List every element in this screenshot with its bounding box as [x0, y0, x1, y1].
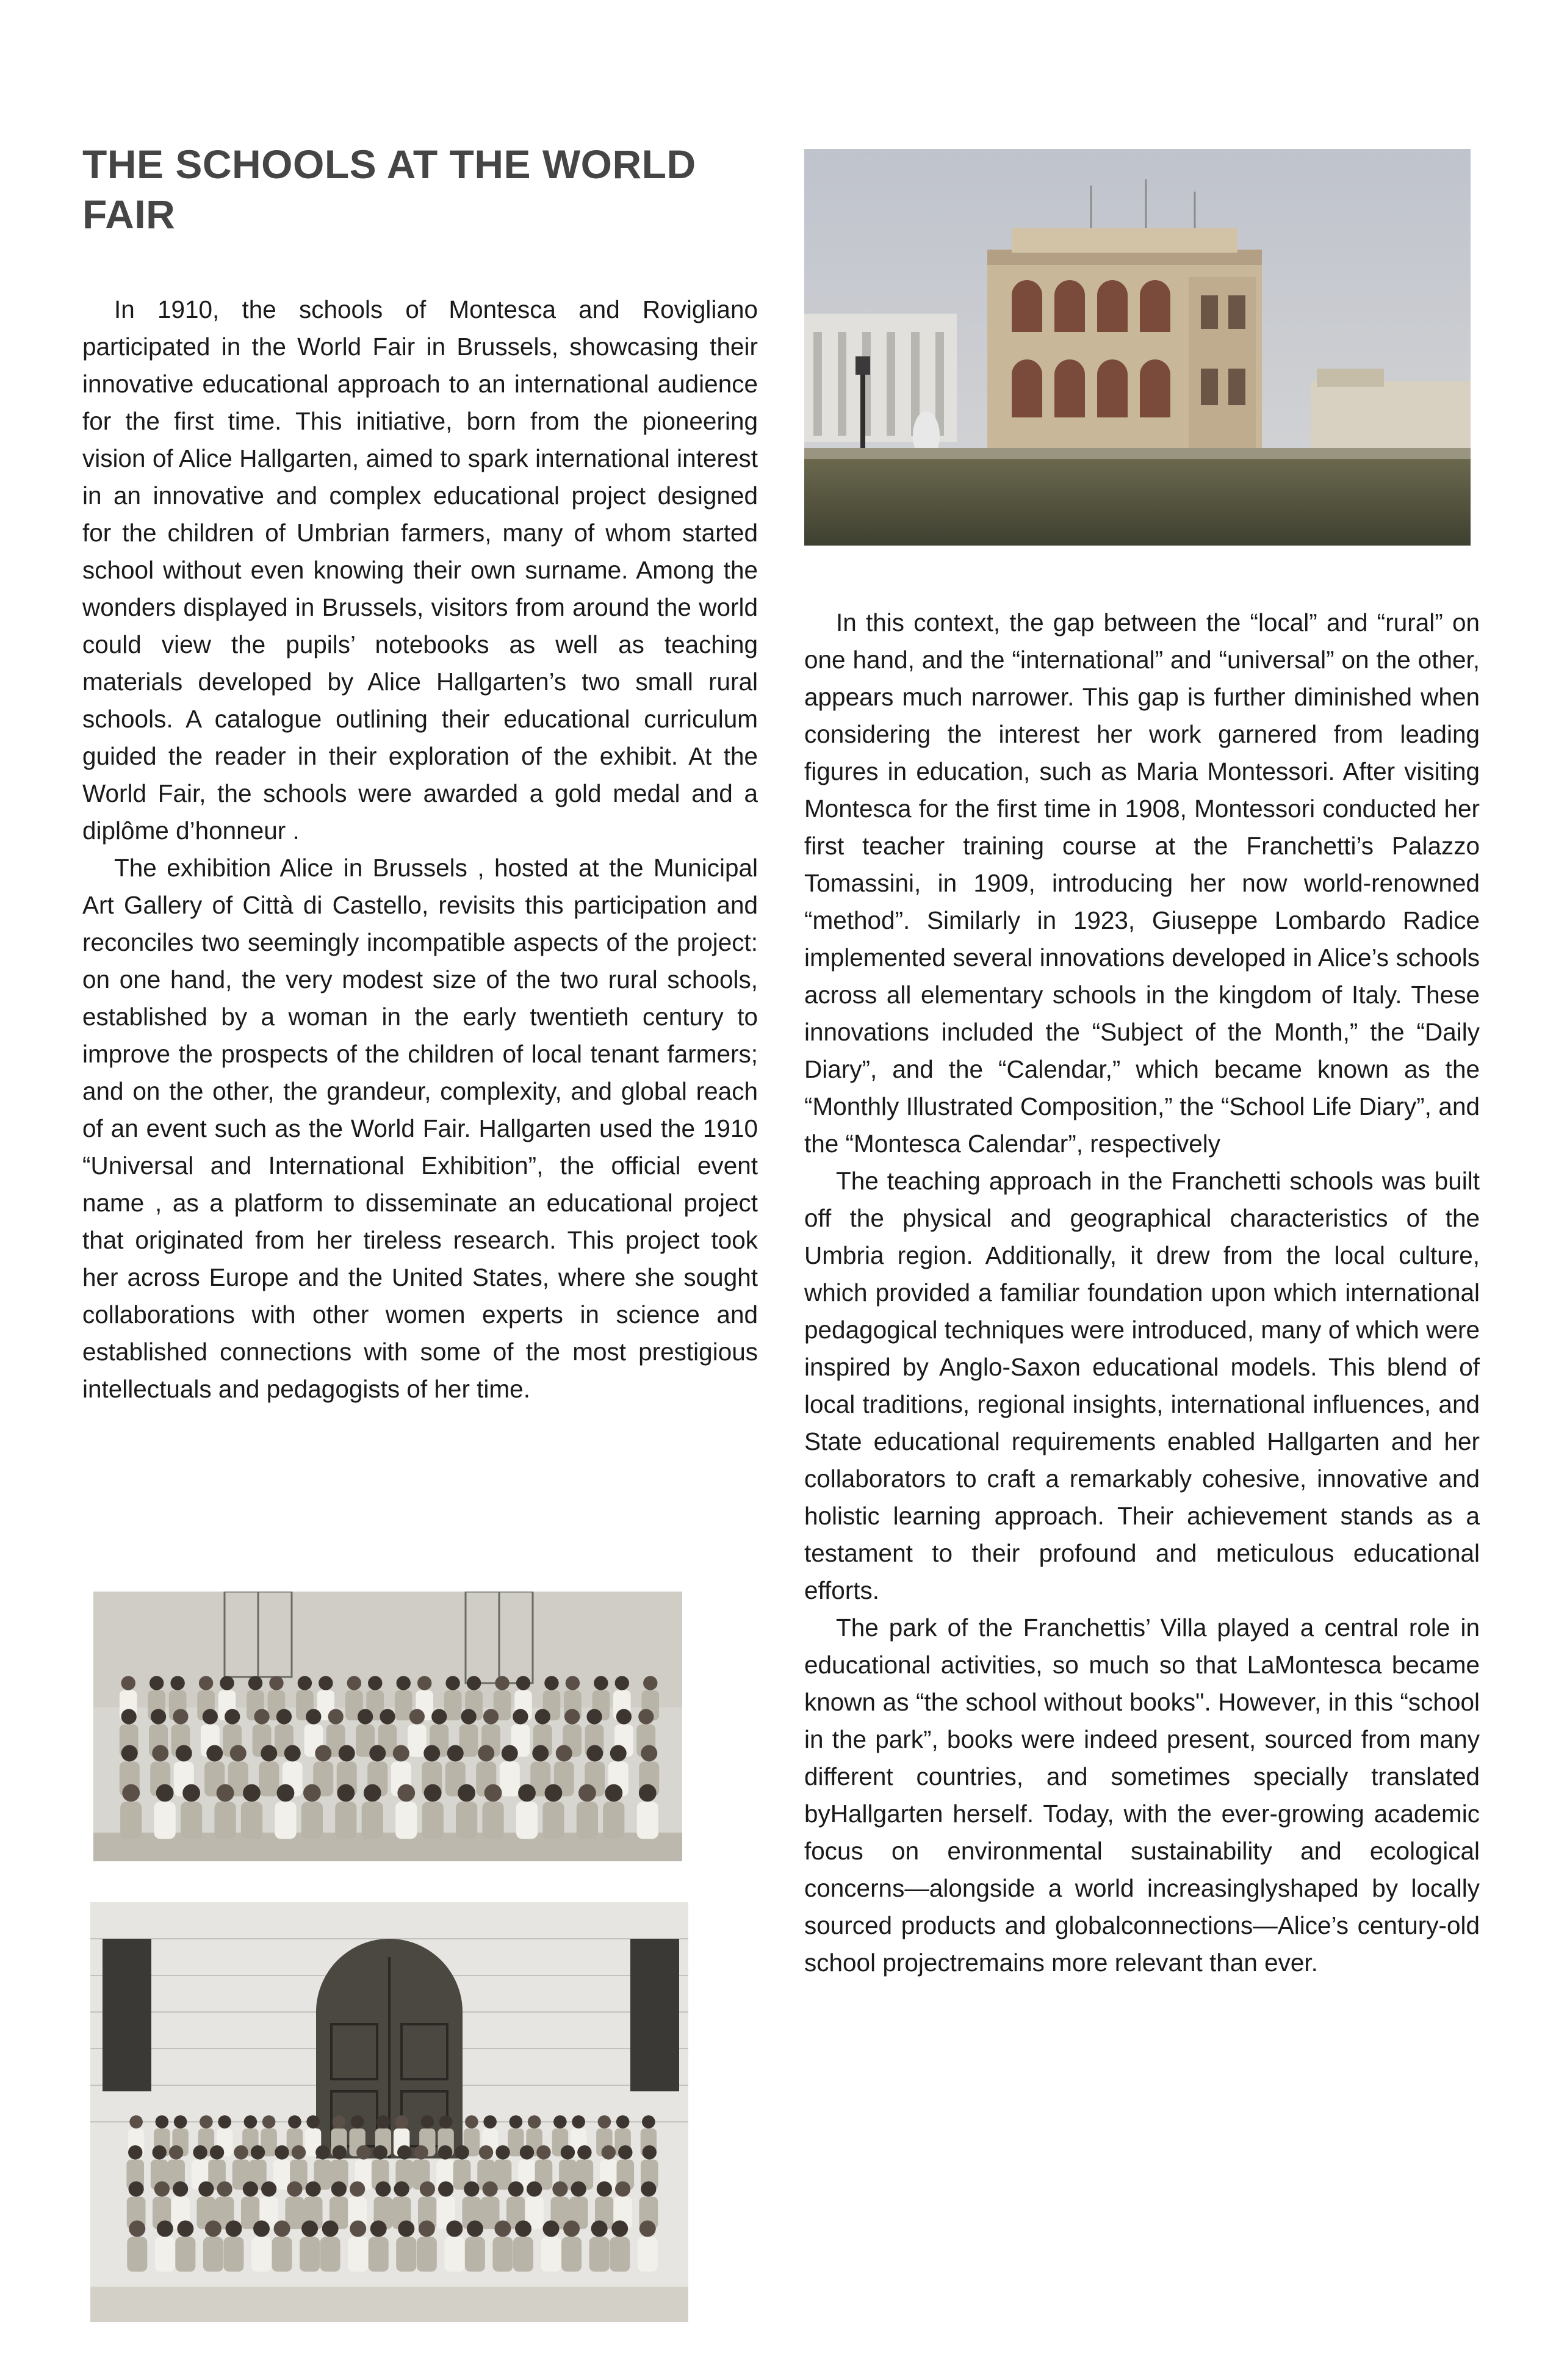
child-figure-head [438, 2181, 453, 2196]
child-figure-head [545, 1784, 563, 1802]
child-figure-body [275, 1801, 296, 1839]
child-figure-head [618, 2145, 632, 2159]
child-figure-body [542, 1801, 564, 1839]
child-figure-head [458, 1784, 475, 1802]
paragraph-exhibition: The exhibition Alice in Brussels , hosted at the Municipal Art Gallery of Città di Castello, revisits this participation and reconciles two seemingly incompatible aspects of the project: on one hand, the very modest size of the two rural schools, established by a woman in the early twentieth century to improve the prospects of the children of local tenant farmers; and on the other, the grandeur, complexity, and global reach of an event such as the World Fair. Hallgarten used the 1910 “Universal and International Exhibition”, the official event name , as a platform to disseminate an educational project that originated from her tireless research. This project took her across Europe and the United States, where she sought collaborations with other women experts in science and established connections with some of the most prestigious intellectuals and pedagogists of her time. [82, 854, 758, 1403]
child-figure-head [643, 1676, 657, 1690]
child-figure-body [561, 2237, 582, 2272]
child-figure-head [516, 1676, 530, 1690]
child-figure-head [520, 2145, 534, 2159]
child-figure-head [616, 2115, 630, 2129]
child-figure-head [578, 1784, 596, 1802]
child-figure-head [182, 1784, 200, 1802]
child-figure-head [261, 2181, 276, 2196]
child-figure-body [637, 1801, 658, 1839]
child-figure-head [421, 2115, 434, 2129]
child-figure-head [445, 1676, 459, 1690]
child-figure-head [420, 2181, 435, 2196]
child-figure-body [417, 2237, 437, 2272]
child-figure-head [129, 2181, 144, 2196]
child-figure-head [243, 1784, 261, 1802]
child-figure-head [572, 2115, 585, 2129]
child-figure-head [154, 2181, 170, 2196]
child-figure-body [589, 2237, 610, 2272]
child-figure-head [128, 2145, 142, 2159]
child-figure-head [177, 2221, 193, 2237]
child-figure-head [375, 2181, 391, 2196]
paragraph-park: The park of the Franchettis’ Villa played a central role in educational activities, so much so that LaMontesca became known as “the school without books". However, in this “school in the park”, books were indeed present, sourced from many different countries, and sometimes specially translated byHallgarten herself. Today, with the ever-growing academic focus on environmental sustainability and ecological concerns—alongside a world increasinglyshaped by locally sourced products and globalconnections—Alice’s century-old school projectremains more relevant than ever. [804, 1614, 1480, 1977]
child-figure-head [461, 1709, 477, 1724]
child-figure-body [603, 1801, 624, 1839]
child-figure-head [528, 2115, 541, 2129]
child-figure-head [319, 1676, 333, 1690]
paragraph-context: In this context, the gap between the “local” and “rural” on one hand, and the “international” and “universal” on the other, appears much narrower. This gap is further diminished when considering the interest her work garnered from leading figures in education, such as Maria Montessori. After visiting Montesca for the first time in 1908, Montessori conducted her first teacher training course at the Franchetti’s Palazzo Tomassini, in 1909, introducing her now world-renowned “method”. Similarly in 1923, Giuseppe Lombardo Radice implemented several innovations developed in Alice’s schools across all elementary schools in the kingdom of Italy. These innovations included the “Subject of the Month,” the “Daily Diary”, and the “Calendar,” which became known as the “Monthly Illustrated Composition,” the “School Life Diary”, and the “Montesca Calendar”, respectively [804, 608, 1480, 1158]
doorway-group-photo [90, 1902, 688, 2322]
child-figure-head [173, 1709, 188, 1724]
child-figure-head [315, 2145, 330, 2159]
pavilion-photo [804, 149, 1471, 546]
child-figure-head [274, 2221, 290, 2237]
child-figure-head [225, 2221, 242, 2237]
child-figure-head [193, 2145, 207, 2159]
child-figure-head [553, 2115, 567, 2129]
child-figure-head [234, 2145, 248, 2159]
page-title: THE SCHOOLS AT THE WORLD FAIR [82, 142, 696, 237]
child-figure-body [155, 2237, 175, 2272]
child-figure-head [642, 2115, 655, 2129]
child-figure-head [262, 2115, 276, 2129]
child-figure-head [206, 1745, 223, 1762]
child-figure-body [154, 1801, 176, 1839]
child-figure-head [438, 2145, 452, 2159]
child-figure-body [259, 1762, 279, 1797]
child-figure-body [214, 1801, 236, 1839]
child-figure-head [591, 2221, 608, 2237]
child-figure-head [641, 1745, 657, 1762]
child-figure-body [251, 2237, 272, 2272]
child-figure-head [610, 1745, 627, 1762]
child-figure-head [284, 1745, 301, 1762]
child-figure-head [303, 1784, 321, 1802]
child-figure-head [502, 1745, 518, 1762]
child-figure-body [127, 2237, 147, 2272]
child-figure-head [397, 1784, 415, 1802]
child-figure-head [337, 1784, 355, 1802]
child-figure-head [563, 2221, 580, 2237]
child-figure-head [419, 2221, 435, 2237]
child-figure-body [610, 2237, 630, 2272]
left-text-column [82, 291, 758, 1408]
child-figure-head [467, 1676, 481, 1690]
child-figure-head [368, 1676, 382, 1690]
child-figure-head [544, 1676, 558, 1690]
child-figure-body [465, 2237, 485, 2272]
child-figure-head [243, 2181, 258, 2196]
child-figure-head [465, 2115, 478, 2129]
child-figure-body [541, 2237, 561, 2272]
child-figure-head [218, 2115, 231, 2129]
child-figure-head [217, 1784, 234, 1802]
child-figure-body [482, 1801, 503, 1839]
child-figure-head [639, 1784, 657, 1802]
child-figure-head [174, 2115, 187, 2129]
child-figure-body [223, 2237, 243, 2272]
child-figure-head [398, 2221, 414, 2237]
class-group-photo [93, 1592, 682, 1861]
child-figure-body [516, 1801, 538, 1839]
child-figure-body [272, 2237, 292, 2272]
child-figure-head [446, 2221, 463, 2237]
child-figure-body [348, 2237, 368, 2272]
child-figure-head [615, 2181, 630, 2196]
paragraph-teaching-approach: The teaching approach in the Franchetti schools was built off the physical and geographical characteristics of the Umbria region. Additionally, it drew from the local culture, which provided a familiar foundation upon which international pedagogical techniques were introduced, many of which were inspired by Anglo-Saxon educational models. This blend of local traditions, regional insights, international influences, and State educational requirements enabled Hallgarten and her collaborators to craft a remarkably cohesive, innovative and holistic learning approach. Their achievement stands as a testament to their profound and meticulous educational efforts. [804, 1167, 1480, 1604]
child-figure-head [417, 1676, 431, 1690]
child-figure-head [306, 2181, 321, 2196]
child-figure-head [494, 2221, 511, 2237]
child-figure-head [484, 1784, 502, 1802]
child-figure-head [552, 2181, 567, 2196]
child-figure-head [566, 1676, 580, 1690]
child-figure-head [556, 1745, 572, 1762]
child-figure-head [479, 2145, 493, 2159]
child-figure-head [508, 2181, 524, 2196]
child-figure-body [335, 1801, 356, 1839]
child-figure-head [611, 2221, 628, 2237]
child-figure-head [217, 2181, 232, 2196]
child-figure-head [129, 2221, 145, 2237]
child-figure-head [347, 1676, 361, 1690]
child-figure-head [157, 2221, 173, 2237]
child-figure-head [643, 2145, 657, 2159]
child-figure-head [455, 2145, 469, 2159]
child-figure-head [199, 1676, 213, 1690]
child-figure-head [156, 2115, 169, 2129]
child-figure-head [483, 1709, 499, 1724]
child-figure-head [333, 2145, 347, 2159]
child-figure-head [641, 2181, 656, 2196]
child-figure-head [328, 1709, 344, 1724]
child-figure-head [351, 2115, 364, 2129]
child-figure-head [121, 1709, 137, 1724]
child-figure-head [225, 1709, 240, 1724]
child-figure-body [362, 1801, 383, 1839]
child-figure-body [395, 1801, 417, 1839]
child-figure-head [230, 1745, 247, 1762]
child-figure-head [380, 1709, 395, 1724]
child-figure-body [444, 2237, 464, 2272]
pavilion-illustration [804, 149, 1471, 546]
child-figure-head [536, 2145, 550, 2159]
child-figure-body [456, 1801, 477, 1839]
child-figure-head [561, 2145, 575, 2159]
child-figure-head [122, 1784, 140, 1802]
child-figure-head [409, 1709, 425, 1724]
child-figure-head [447, 1745, 464, 1762]
child-figure-head [149, 1676, 164, 1690]
child-figure-head [616, 1709, 632, 1724]
child-figure-head [322, 2221, 339, 2237]
child-figure-head [170, 1676, 184, 1690]
child-figure-head [331, 2181, 347, 2196]
child-figure-head [350, 2181, 365, 2196]
child-figure-head [423, 1745, 440, 1762]
child-figure-head [478, 1745, 494, 1762]
child-figure-head [121, 1676, 135, 1690]
child-figure-head [205, 2221, 222, 2237]
child-figure-head [483, 2115, 497, 2129]
child-figure-body [320, 2237, 340, 2272]
child-figure-head [515, 2221, 531, 2237]
child-figure-head [431, 1709, 447, 1724]
child-figure-body [300, 2237, 320, 2272]
child-figure-head [414, 2145, 428, 2159]
child-figure-head [376, 2115, 390, 2129]
child-figure-head [358, 1709, 373, 1724]
child-figure-body [175, 2237, 195, 2272]
child-figure-head [439, 2115, 453, 2129]
child-figure-head [292, 2145, 306, 2159]
child-figure-head [594, 1676, 608, 1690]
child-figure-head [393, 1745, 409, 1762]
child-figure-head [315, 1745, 331, 1762]
child-figure-head [220, 1676, 234, 1690]
child-figure-head [373, 2145, 387, 2159]
child-figure-head [151, 1709, 166, 1724]
child-figure-head [369, 1745, 386, 1762]
child-figure-body [301, 1801, 323, 1839]
child-figure-head [121, 1745, 138, 1762]
child-figure-head [597, 2181, 612, 2196]
child-figure-head [483, 2181, 498, 2196]
child-figure-body [492, 2237, 513, 2272]
child-figure-head [339, 1745, 355, 1762]
child-figure-head [639, 2221, 656, 2237]
child-figure-head [495, 2145, 510, 2159]
child-figure-head [571, 2181, 586, 2196]
child-figure-head [298, 1676, 312, 1690]
child-figure-head [467, 2221, 483, 2237]
child-figure-head [198, 2181, 214, 2196]
child-figure-head [261, 1745, 277, 1762]
child-figure-head [288, 2115, 301, 2129]
child-figure-body [500, 1762, 520, 1797]
child-figure-head [275, 2145, 289, 2159]
child-figure-head [203, 1709, 218, 1724]
child-figure-head [254, 1709, 269, 1724]
child-figure-head [527, 2181, 542, 2196]
child-figure-head [306, 2115, 320, 2129]
child-figure-head [287, 2181, 302, 2196]
child-figure-head [253, 2221, 270, 2237]
child-figure-head [129, 2115, 143, 2129]
right-text-column [804, 604, 1480, 1982]
child-figure-head [301, 2221, 318, 2237]
child-figure-head [248, 1676, 262, 1690]
child-figure-head [638, 1709, 654, 1724]
child-figure-head [244, 2115, 258, 2129]
child-figure-head [152, 1745, 168, 1762]
child-figure-head [306, 1709, 321, 1724]
child-figure-head [598, 2115, 611, 2129]
child-figure-head [156, 1784, 174, 1802]
child-figure-head [602, 2145, 616, 2159]
child-figure-head [356, 2145, 370, 2159]
child-figure-head [586, 1709, 602, 1724]
child-figure-head [495, 1676, 509, 1690]
child-figure-head [251, 2145, 265, 2159]
child-figure-head [586, 1745, 603, 1762]
child-figure-body [408, 1725, 427, 1757]
child-figure-head [394, 2181, 409, 2196]
child-figure-head [210, 2145, 224, 2159]
child-figure-body [203, 2237, 223, 2272]
child-figure-body [513, 2237, 533, 2272]
child-figure-head [152, 2145, 166, 2159]
child-figure-body [369, 2237, 389, 2272]
child-figure-head [173, 2181, 188, 2196]
child-figure-head [535, 1709, 550, 1724]
child-figure-body [120, 1801, 142, 1839]
child-figure-body [181, 1801, 202, 1839]
child-figure-head [269, 1676, 283, 1690]
child-figure-body [422, 1801, 444, 1839]
child-figure-head [615, 1676, 629, 1690]
child-figure-head [513, 1709, 528, 1724]
child-figure-head [510, 2115, 523, 2129]
paragraph-intro: In 1910, the schools of Montesca and Rovigliano participated in the World Fair in Brussels, showcasing their innovative educational approach to an international audience for the first time. This initiative, born from the pioneering vision of Alice Hallgarten, aimed to spark international interest in an innovative and complex educational project designed for the children of Umbrian farmers, many of whom started school without even knowing their own surname. Among the wonders displayed in Brussels, visitors from around the world could view the pupils’ notebooks as well as teaching materials developed by Alice Hallgarten’s two small rural schools. A catalogue outlining their educational curriculum guided the reader in their exploration of the exhibit. At the World Fair, the schools were awarded a gold medal and a diplôme d’honneur . [82, 295, 758, 845]
child-figure-head [605, 1784, 622, 1802]
child-figure-head [564, 1709, 580, 1724]
child-figure-head [169, 2145, 183, 2159]
child-figure-head [464, 2181, 479, 2196]
child-figure-head [364, 1784, 381, 1802]
child-figure-body [241, 1801, 262, 1839]
class-group-illustration [93, 1592, 682, 1861]
child-figure-head [350, 2221, 366, 2237]
child-figure-head [370, 2221, 387, 2237]
doorway-group-illustration [90, 1902, 688, 2322]
child-figure-body [396, 2237, 416, 2272]
child-figure-head [333, 2115, 346, 2129]
child-figure-head [277, 1784, 295, 1802]
child-figure-head [200, 2115, 213, 2129]
child-figure-head [543, 2221, 560, 2237]
child-figure-head [397, 1676, 411, 1690]
child-figure-head [395, 2115, 408, 2129]
child-figure-body [577, 1801, 598, 1839]
child-figure-head [176, 1745, 192, 1762]
child-figure-head [577, 2145, 591, 2159]
child-figure-head [518, 1784, 536, 1802]
child-figure-head [397, 2145, 411, 2159]
child-figure-head [532, 1745, 549, 1762]
child-figure-head [424, 1784, 442, 1802]
child-figure-body [638, 2237, 658, 2272]
child-figure-head [276, 1709, 292, 1724]
